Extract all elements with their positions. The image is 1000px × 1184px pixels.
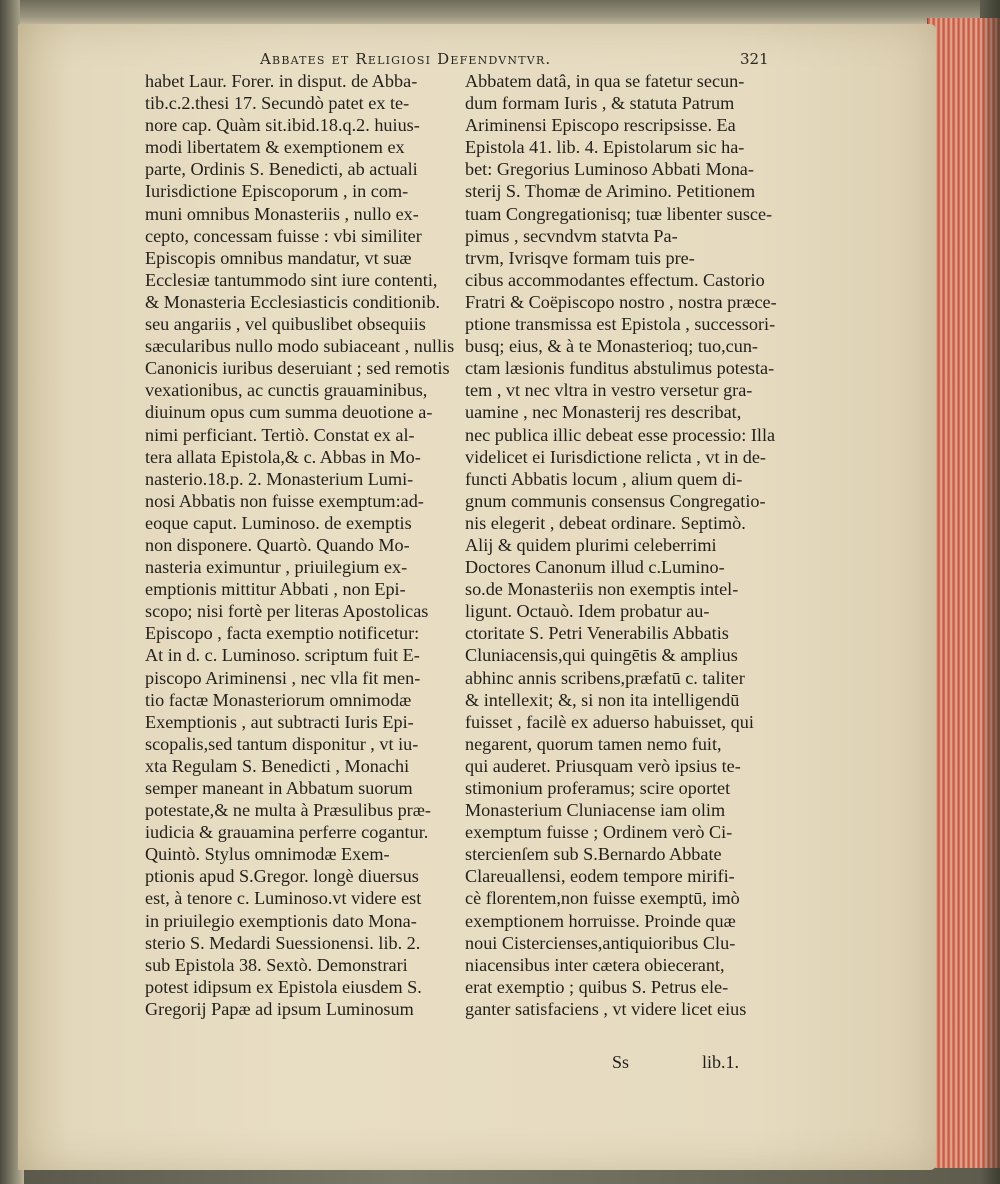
- text-line: & intellexit; &, si non ita intelligendū: [465, 689, 740, 710]
- text-line: noui Cistercienses,antiquioribus Clu-: [465, 932, 736, 953]
- text-line: muni omnibus Monasteriis , nullo ex-: [145, 203, 419, 224]
- text-line: uamine , nec Monasterij res describat,: [465, 402, 742, 423]
- text-line: tib.c.2.thesi 17. Secundò patet ex te-: [145, 93, 410, 114]
- text-line: bet: Gregorius Luminoso Abbati Mona-: [465, 159, 754, 180]
- text-line: exemptum fuisse ; Ordinem verò Ci-: [465, 822, 733, 843]
- text-line: tem , vt nec vltra in vestro versetur gra-: [465, 380, 753, 401]
- text-line: stimonium proferamus; scire oportet: [465, 778, 731, 798]
- text-line: gnum communis consensus Congregatio-: [465, 490, 766, 511]
- text-line: eoque caput. Luminoso. de exemptis: [145, 512, 412, 533]
- text-line: & Monasteria Ecclesiasticis conditionib.: [145, 291, 440, 312]
- text-line: nore cap. Quàm sit.ibid.18.q.2. huius-: [145, 115, 420, 136]
- text-line: sterio S. Medardi Suessionensi. lib. 2.: [145, 932, 421, 953]
- text-line: cè florentem,non fuisse exemptū, imò: [465, 888, 740, 909]
- text-line: Monasterium Cluniacense iam olim: [465, 800, 726, 821]
- text-line: piscopo Ariminensi , nec vlla fit men-: [145, 667, 421, 688]
- text-line: trvm, Ivrisqve formam tuis pre-: [465, 247, 695, 268]
- text-line: habet Laur. Forer. in disput. de Abba-: [145, 71, 418, 91]
- text-line: ligunt. Octauò. Idem probatur au-: [465, 601, 710, 622]
- text-line: nec publica illic debeat esse processio: Illa: [465, 424, 776, 445]
- text-line: nasterio.18.p. 2. Monasterium Lumi-: [145, 468, 414, 489]
- text-line: tuam Congregationisq; tuæ libenter susce-: [465, 203, 773, 224]
- text-line: Quintò. Stylus omnimodæ Exem-: [145, 844, 390, 865]
- text-line: ptione transmissa est Epistola , successori-: [465, 314, 776, 335]
- text-line: potest idipsum ex Epistola eiusdem S.: [145, 976, 422, 997]
- text-line: seu angariis , vel quibuslibet obsequiis: [145, 314, 426, 335]
- text-line: exemptionem horruisse. Proinde quæ: [465, 910, 736, 931]
- text-line: ctam læsionis funditus abstulimus potesta-: [465, 358, 775, 379]
- text-line: Exemptionis , aut subtracti Iuris Epi-: [145, 711, 414, 732]
- text-line: tera allata Epistola,& c. Abbas in Mo-: [145, 446, 421, 467]
- text-line: erat exemptio ; quibus S. Petrus ele-: [465, 976, 729, 997]
- text-line: est, à tenore c. Luminoso.vt videre est: [145, 888, 422, 909]
- text-line: non disponere. Quartò. Quando Mo-: [145, 534, 410, 555]
- text-line: xta Regulam S. Benedicti , Monachi: [145, 755, 410, 776]
- text-line: emptionis mittitur Abbati , non Epi-: [145, 579, 406, 600]
- text-line: Cluniacensis,qui quingētis & amplius: [465, 645, 738, 666]
- text-line: Episcopo , facta exemptio notificetur:: [145, 623, 420, 644]
- text-line: Ariminensi Episcopo rescripsisse. Ea: [465, 115, 736, 136]
- text-line: diuinum opus cum summa deuotione a-: [145, 402, 433, 423]
- text-line: At in d. c. Luminoso. scriptum fuit E-: [145, 645, 420, 666]
- text-line: nosi Abbatis non fuisse exemptum:ad-: [145, 490, 424, 511]
- text-line: niacensibus inter cætera obiecerant,: [465, 954, 725, 975]
- text-line: fuisset , facilè ex aduerso habuisset, qui: [465, 711, 754, 732]
- right-text-column: [465, 70, 795, 1020]
- text-line: sterij S. Thomæ de Arimino. Petitionem: [465, 181, 756, 202]
- text-line: potestate,& ne multa à Præsulibus præ-: [145, 800, 431, 821]
- fore-edge-shadow: [980, 0, 1000, 1184]
- text-line: negarent, quorum tamen nemo fuit,: [465, 733, 722, 754]
- text-line: iudicia & grauamina perferre cogantur.: [145, 822, 429, 843]
- text-line: cibus accommodantes effectum. Castorio: [465, 269, 765, 290]
- text-line: qui auderet. Priusquam verò ipsius te-: [465, 755, 741, 776]
- text-line: dum formam Iuris , & statuta Patrum: [465, 93, 735, 114]
- text-line: Gregorij Papæ ad ipsum Luminosum: [145, 998, 414, 1019]
- text-line: functi Abbatis locum , alium quem di-: [465, 468, 743, 489]
- text-line: tio factæ Monasteriorum omnimodæ: [145, 689, 412, 710]
- text-line: Episcopis omnibus mandatur, vt suæ: [145, 247, 412, 268]
- text-line: vexationibus, ac cunctis grauaminibus,: [145, 380, 428, 401]
- text-line: videlicet ei Iurisdictione relicta , vt in de-: [465, 446, 766, 467]
- text-line: Iurisdictione Episcoporum , in com-: [145, 181, 409, 202]
- text-line: ganter satisfaciens , vt videre licet eius: [465, 998, 747, 1019]
- text-line: scopo; nisi fortè per literas Apostolicas: [145, 601, 429, 622]
- text-line: Canonicis iuribus deseruiant ; sed remotis: [145, 358, 450, 379]
- text-line: Doctores Canonum illud c.Lumino-: [465, 557, 725, 578]
- text-line: Fratri & Coëpiscopo nostro , nostra præce-: [465, 291, 777, 312]
- text-line: Ecclesiæ tantummodo sint iure contenti,: [145, 269, 438, 290]
- text-line: pimus , secvndvm statvta Pa-: [465, 225, 678, 246]
- text-line: modi libertatem & exemptionem ex: [145, 137, 405, 158]
- text-line: scopalis,sed tantum disponitur , vt iu-: [145, 733, 419, 754]
- signature-mark: Ss: [612, 1052, 630, 1072]
- text-line: Abbatem datâ, in qua se fatetur secun-: [465, 71, 745, 91]
- text-line: in priuilegio exemptionis dato Mona-: [145, 910, 417, 931]
- text-line: Alij & quidem plurimi celeberrimi: [465, 534, 717, 555]
- running-title: Abbates et Religiosi Defendvntvr.: [260, 50, 552, 68]
- page-number: 321: [740, 50, 769, 68]
- text-line: nis elegerit , debeat ordinare. Septimò.: [465, 512, 746, 533]
- text-line: stercienſem sub S.Bernardo Abbate: [465, 844, 722, 865]
- text-line: ctoritate S. Petri Venerabilis Abbatis: [465, 623, 729, 644]
- text-line: Clareuallensi, eodem tempore mirifi-: [465, 866, 735, 887]
- text-line: sæcularibus nullo modo subiaceant , nullis: [145, 336, 455, 357]
- text-line: busq; eius, & à te Monasterioq; tuo,cun-: [465, 336, 758, 357]
- text-line: Epistola 41. lib. 4. Epistolarum sic ha-: [465, 137, 745, 158]
- text-line: sub Epistola 38. Sextò. Demonstrari: [145, 954, 408, 975]
- text-line: abhinc annis scribens,præfatū c. taliter: [465, 667, 745, 688]
- text-line: ptionis apud S.Gregor. longè diuersus: [145, 866, 419, 887]
- left-text-column: [145, 70, 457, 1020]
- catchword: lib.1.: [702, 1052, 740, 1072]
- text-line: cepto, concessam fuisse : vbi similiter: [145, 225, 422, 246]
- text-line: semper maneant in Abbatum suorum: [145, 778, 413, 798]
- text-line: so.de Monasteriis non exemptis intel-: [465, 579, 739, 600]
- text-line: parte, Ordinis S. Benedicti, ab actuali: [145, 159, 418, 180]
- text-line: nimi perficiant. Tertiò. Constat ex al-: [145, 424, 415, 445]
- text-line: nasteria eximuntur , priuilegium ex-: [145, 557, 408, 578]
